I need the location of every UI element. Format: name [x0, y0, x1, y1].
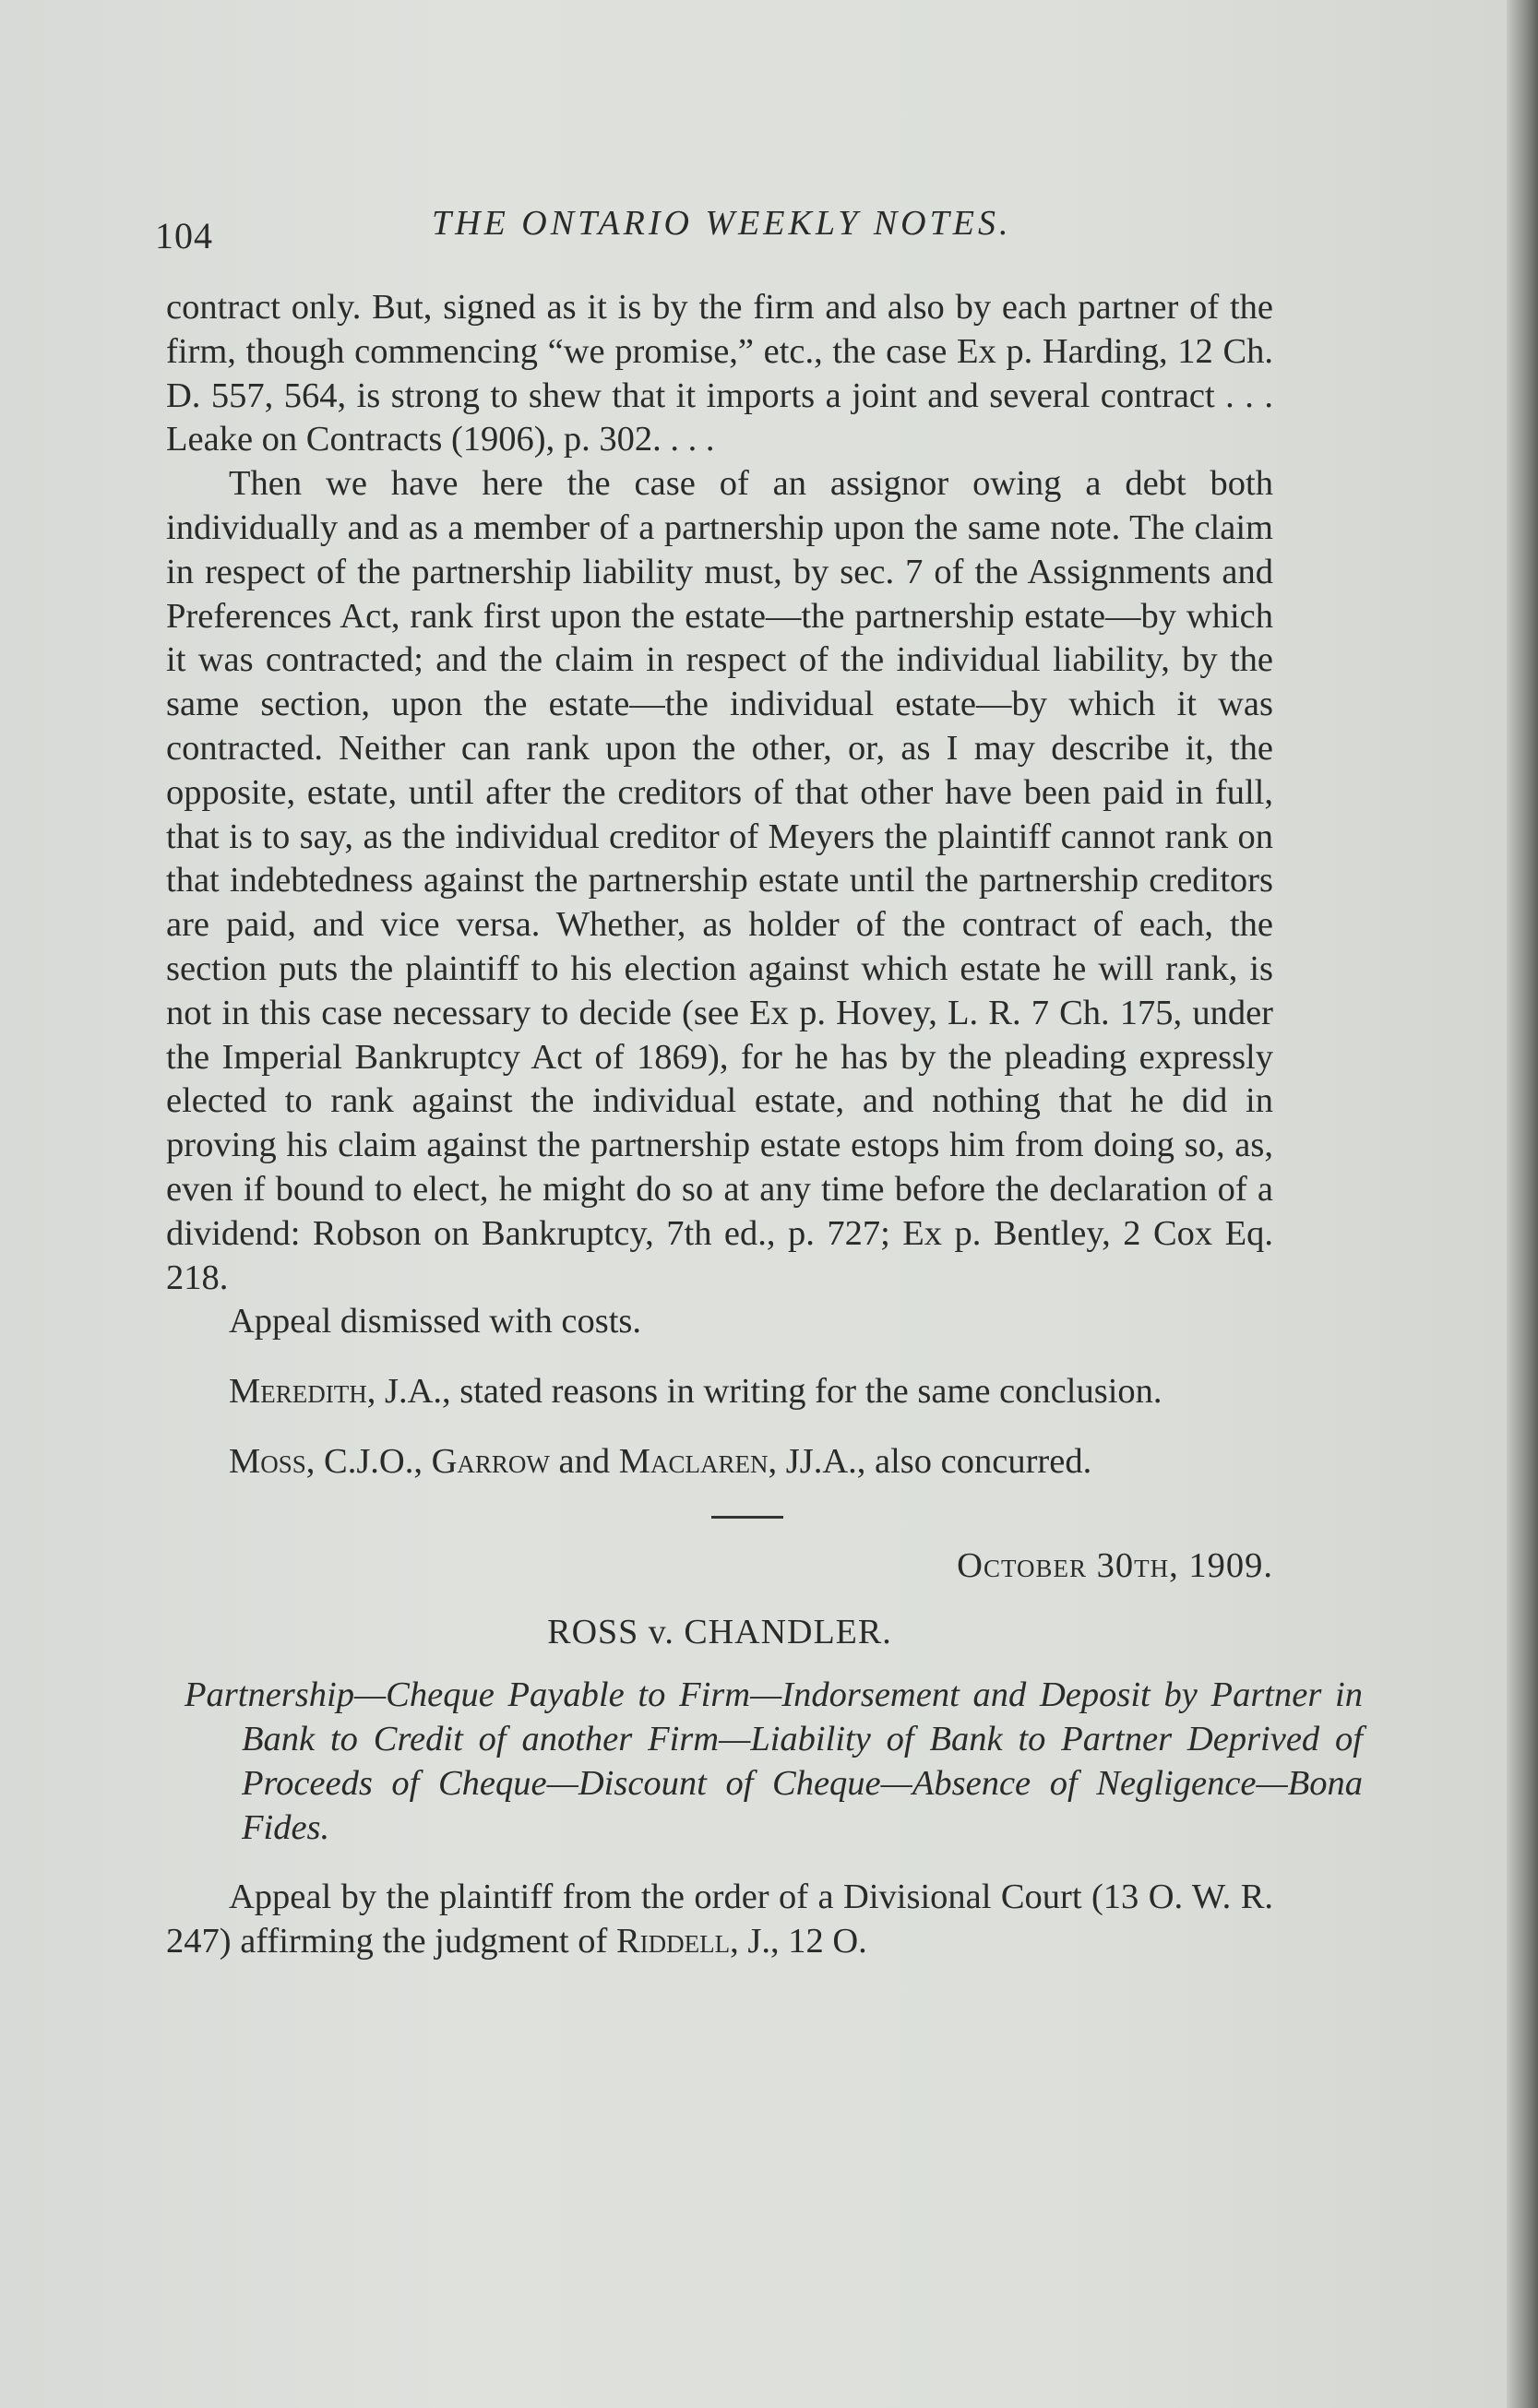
concurrence-text: , C.J.O., — [305, 1441, 432, 1481]
concurrence-text: , JJ.A., also concurred. — [768, 1441, 1092, 1481]
appeal-text: Appeal by the plaintiff from the order of a Divisional Court (13 O. W. R. 247) affirming the judgment of — [166, 1878, 1273, 1961]
judge-name-moss: Moss — [229, 1441, 306, 1481]
page-header — [155, 203, 1290, 255]
appeal-text-end: , J., 12 O. — [730, 1922, 867, 1961]
judge-name-meredith: Meredith — [229, 1372, 367, 1412]
paragraph-appeal — [166, 1876, 1273, 1964]
page-edge-shadow — [1507, 0, 1538, 2408]
paragraph-meredith — [166, 1370, 1273, 1414]
judge-name-riddell: Riddell — [615, 1922, 731, 1961]
meredith-text: , J.A., stated reasons in writing for the same conclusion. — [366, 1372, 1162, 1412]
paragraph-concurrence — [166, 1440, 1273, 1484]
spacer — [166, 1344, 1273, 1370]
case-headnote: Partnership—Cheque Payable to Firm—Indorsement and Deposit by Partner in Bank to Credit of another Firm—Liability of Bank to Partner Deprived of Proceeds of Cheque—Discount of Cheque—Absence of Negligence—Bona Fides. — [185, 1675, 1363, 1848]
running-title: THE ONTARIO WEEKLY NOTES. — [432, 204, 1012, 243]
paragraph-contract: contract only. But, signed as it is by the firm and also by each partner of the firm, though commencing “we promise,” etc., the case Ex p. Harding, 12 Ch. D. 557, 564, is strong to shew that it imports a joint and several contract . . . Leake on Contracts (1906), p. 302. . . . — [166, 288, 1273, 459]
decision-date: October 30th, 1909. — [957, 1545, 1273, 1585]
spacer — [166, 1414, 1273, 1440]
paragraph-disposition: Appeal dismissed with costs. — [229, 1302, 641, 1341]
spacer — [166, 1850, 1273, 1876]
judge-name-garrow: Garrow — [431, 1441, 550, 1481]
page-body — [166, 286, 1363, 1964]
paragraph-assignor: Then we have here the case of an assignor owing a debt both individually and as a member of a partnership upon the same note. The claim in respect of the partnership liability must, by sec. 7 of the Assignments and Preferences Act, rank first upon the estate—the partnership estate—by which it was contracted; and the claim in respect of the individual liability, by the same section, upon the estate—the individual estate—by which it was contracted. Neither can rank upon the other, or, as I may describe it, the opposite, estate, until after the creditors of that other have been paid in full, that is to say, as the individual creditor of Meyers the plaintiff cannot rank on that indebtedness against the partnership estate until the partnership creditors are paid, and vice versa. Whether, as holder of the contract of each, the section puts the plaintiff to his election against which estate he will rank, is not in this case necessary to decide (see Ex p. Hovey, L. R. 7 Ch. 175, under the Imperial Bankruptcy Act of 1869), for he has by the pleading expressly elected to rank against the individual estate, and nothing that he did in proving his claim against the partnership estate estops him from doing so, as, even if bound to elect, he might do so at any time before the declaration of a dividend: Robson on Bankruptcy, 7th ed., p. 727; Ex p. Bentley, 2 Cox Eq. 218. — [166, 464, 1273, 1297]
page-number: 104 — [155, 215, 213, 256]
judge-name-maclaren: Maclaren — [618, 1441, 769, 1481]
case-title: ROSS v. CHANDLER. — [547, 1612, 892, 1651]
concurrence-text: and — [549, 1441, 619, 1481]
section-divider — [711, 1516, 783, 1519]
